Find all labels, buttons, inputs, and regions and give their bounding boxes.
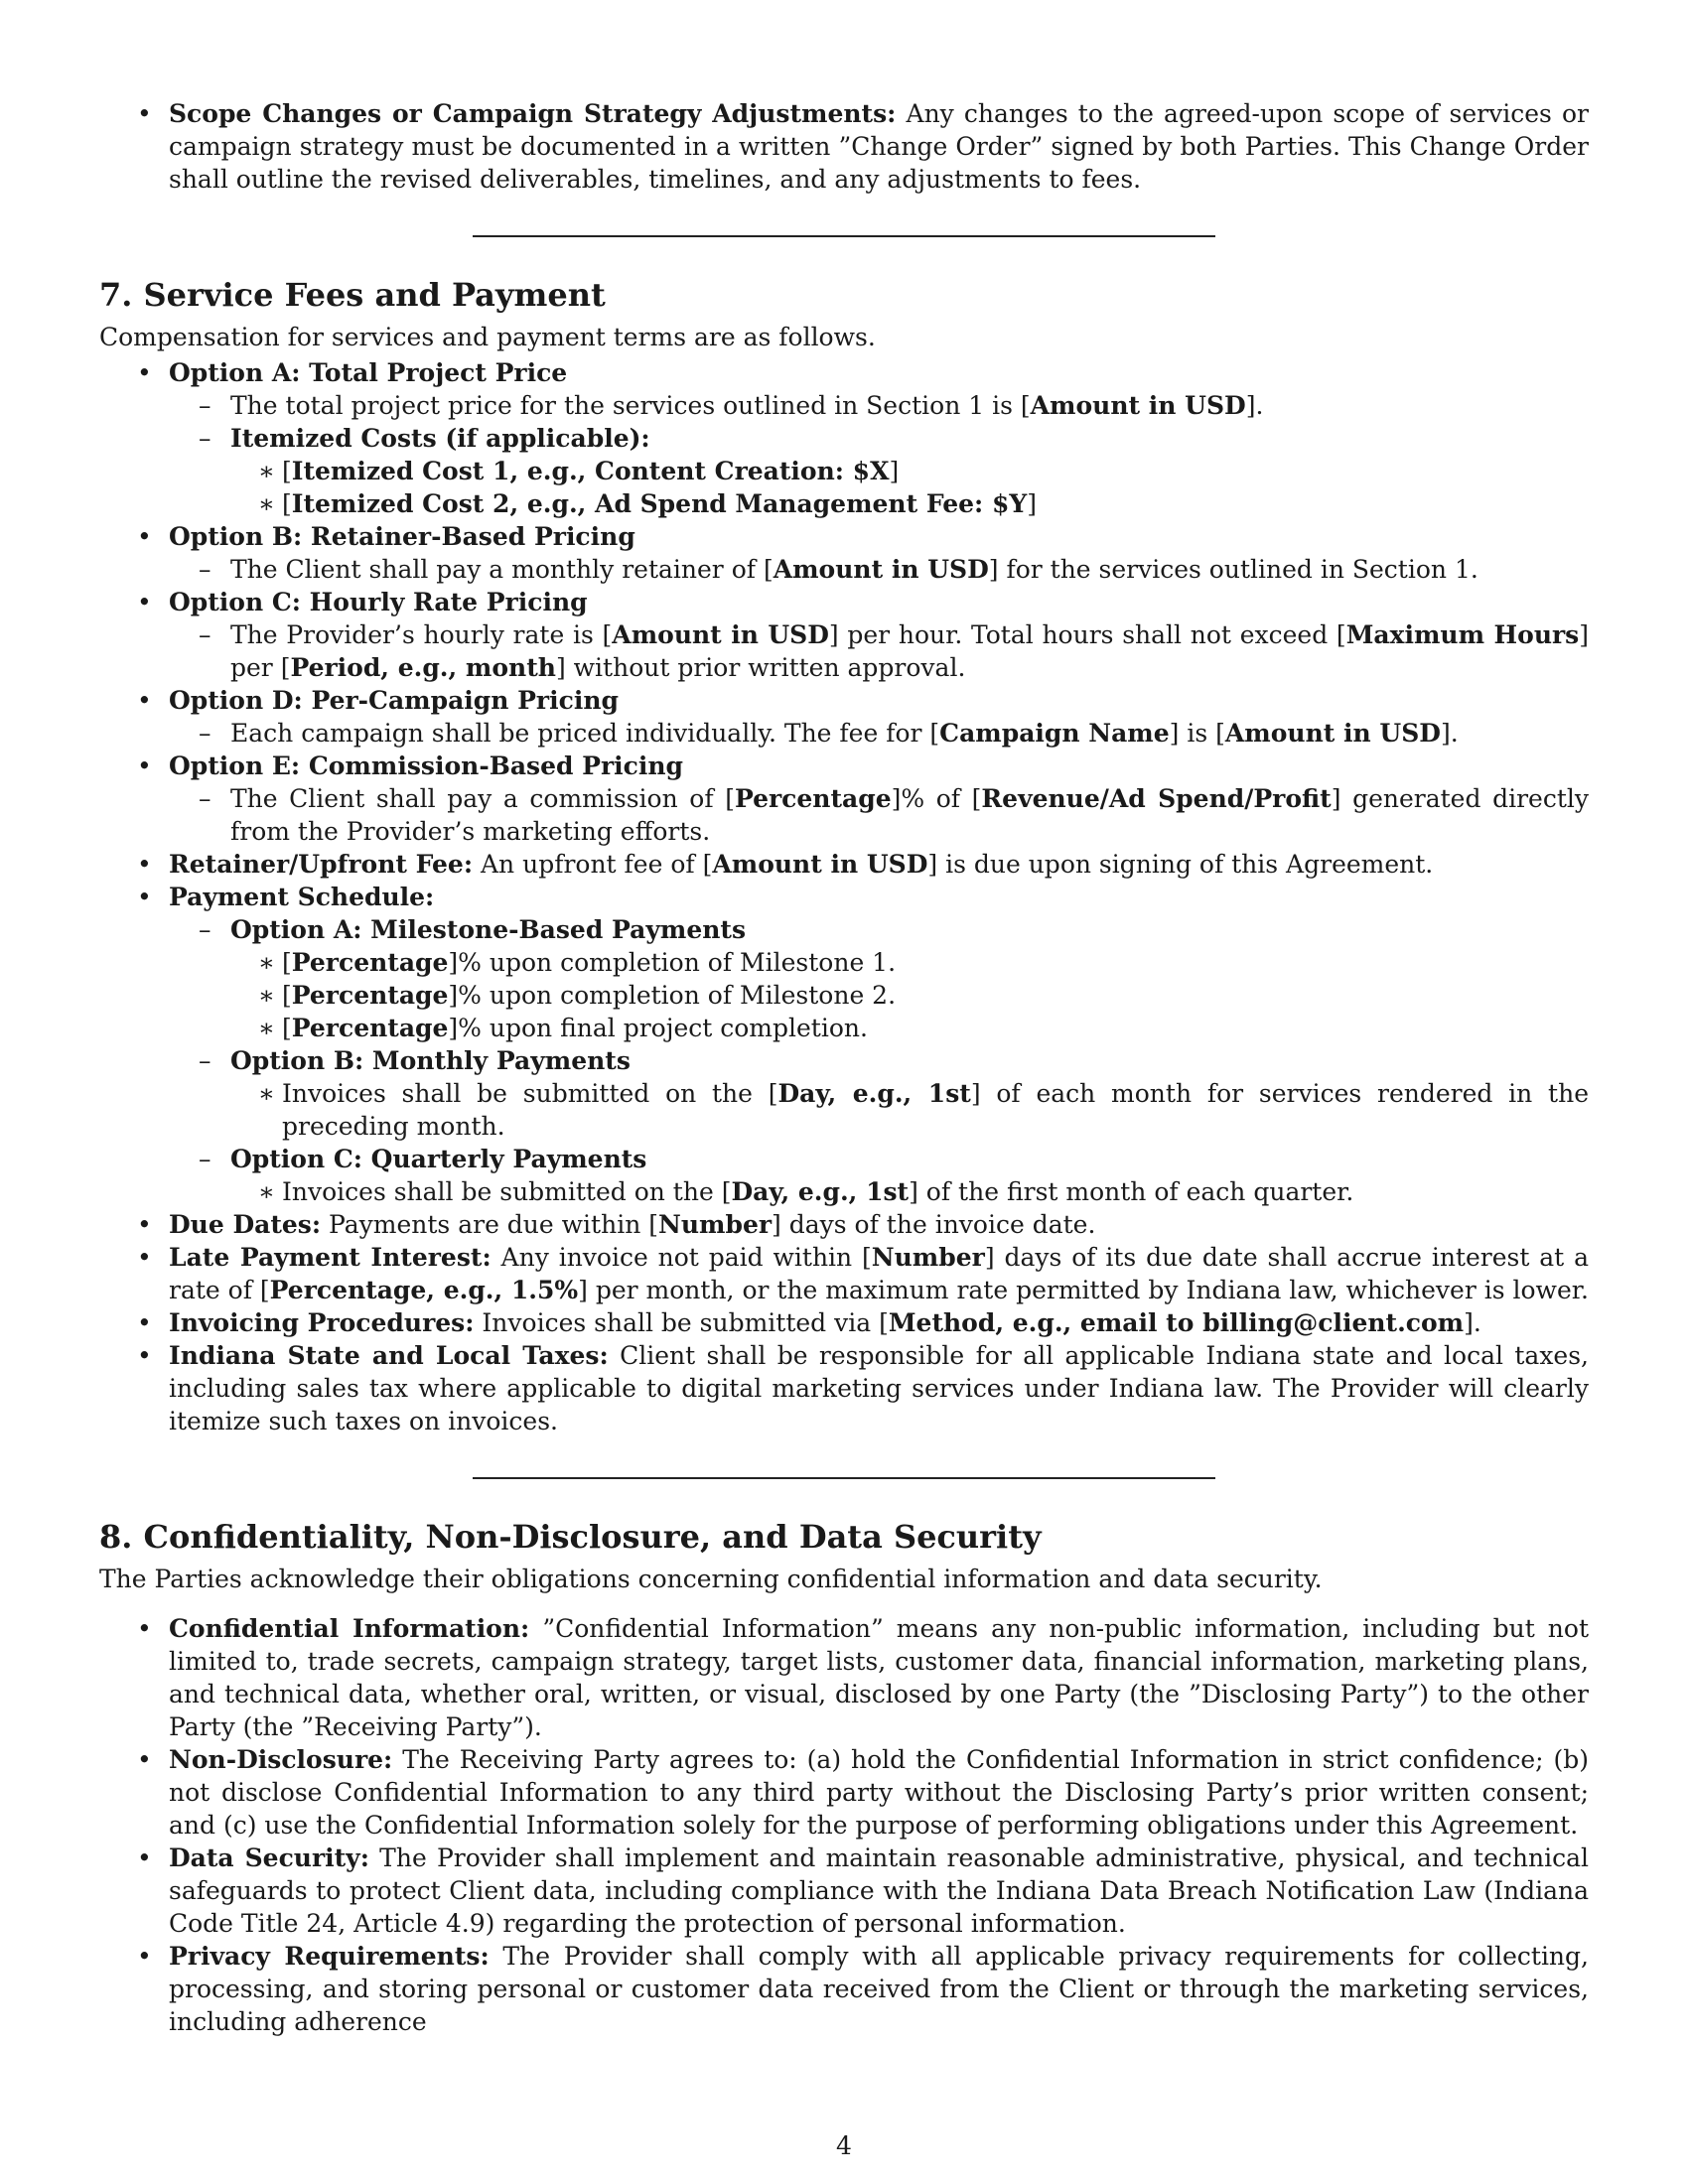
option-e-text: – The Client shall pay a commission of [Percentage]% of [Revenue/Ad Spend/Profit] generated directly from the Provider’s marketing efforts.: [169, 782, 1589, 848]
late-interest-item: • Late Payment Interest: Any invoice not paid within [Number] days of its due date shall accrue interest at a rate of [Percentage, e.g., 1.5%] per month, or the maximum rate permitted by Indiana law, whichever is lower.: [99, 1241, 1589, 1306]
option-c-label: Option C: Hourly Rate Pricing: [169, 588, 588, 616]
monthly-invoice: ∗ Invoices shall be submitted on the [Day, e.g., 1st] of each month for services rendered in the preceding month.: [230, 1077, 1589, 1143]
confidential-information-item: • Confidential Information: ”Confidential Information” means any non-public information, including but not limited to, trade secrets, campaign strategy, target lists, customer data, financial information, marketing plans, and technical data, whether oral, written, or visual, disclosed by one Party (the ”Disclosing Party”) to the other Party (the ”Receiving Party”).: [99, 1612, 1589, 1743]
option-b-text: – The Client shall pay a monthly retainer of [Amount in USD] for the services outlined in Section 1.: [169, 553, 1589, 586]
option-d-text: – Each campaign shall be priced individually. The fee for [Campaign Name] is [Amount in USD].: [169, 717, 1589, 750]
retainer-item: • Retainer/Upfront Fee: An upfront fee of [Amount in USD] is due upon signing of this Agreement.: [99, 848, 1589, 881]
milestone-1: ∗ [Percentage]% upon completion of Milestone 1.: [230, 946, 1589, 979]
privacy-requirements-item: • Privacy Requirements: The Provider shall comply with all applicable privacy requirements for collecting, processing, and storing personal or customer data received from the Client or through the marketing services, including adherence: [99, 1940, 1589, 2038]
schedule-option-b: – Option B: Monthly Payments ∗ Invoices shall be submitted on the [Day, e.g., 1st] of each month for services rendered in the preceding month.: [169, 1044, 1589, 1143]
invoicing-item: • Invoicing Procedures: Invoices shall be submitted via [Method, e.g., email to billing@client.com].: [99, 1306, 1589, 1339]
fees-list: [99, 356, 1589, 1437]
itemized-cost-2: ∗ [Itemized Cost 2, e.g., Ad Spend Management Fee: $Y]: [230, 487, 1589, 520]
scope-changes-label: Scope Changes or Campaign Strategy Adjustments:: [169, 99, 897, 128]
taxes-item: • Indiana State and Local Taxes: Client shall be responsible for all applicable Indiana state and local taxes, including sales tax where applicable to digital marketing services under Indiana law. The Provider will clearly itemize such taxes on invoices.: [99, 1339, 1589, 1437]
confidentiality-list: [99, 1612, 1589, 2038]
payment-schedule-item: • Payment Schedule: – Option A: Milestone-Based Payments ∗ [Percentage]% upon completion of Milestone 1. ∗ [Percentage]% upon completion of Milestone 2. ∗ [Percentage]% upon final project completion. – Option B: Monthly Payments ∗ Invoices shall be submitted on the [Day, e.g., 1st] of each month for services rendered in the preceding month. – Option C: Quarterly Payments ∗ Invoices shall be submitted on the [Day, e.g., 1st] of the first month of each quarter.: [99, 881, 1589, 1208]
scope-list: [99, 97, 1589, 196]
option-a-label: Option A: Total Project Price: [169, 358, 568, 387]
option-c-item: [99, 586, 1589, 684]
itemized-cost-1: ∗ [Itemized Cost 1, e.g., Content Creation: $X]: [230, 455, 1589, 487]
scope-changes-text: Any changes to the agreed-upon scope of services or campaign strategy must be documented in a written ”Change Order” signed by both Parties. This Change Order shall outline the revised deliverables, timelines, and any adjustments to fees.: [169, 99, 1589, 194]
page-number: 4: [836, 2131, 852, 2160]
scope-changes-item: [99, 97, 1589, 196]
itemized-costs: – Itemized Costs (if applicable): ∗ [Itemized Cost 1, e.g., Content Creation: $X] ∗ [Itemized Cost 2, e.g., Ad Spend Management Fee: $Y]: [169, 422, 1589, 520]
option-d-item: [99, 684, 1589, 750]
option-e-label: Option E: Commission-Based Pricing: [169, 751, 684, 780]
option-a-price: – The total project price for the services outlined in Section 1 is [Amount in USD].: [169, 389, 1589, 422]
schedule-option-c: – Option C: Quarterly Payments ∗ Invoices shall be submitted on the [Day, e.g., 1st] of the first month of each quarter.: [169, 1143, 1589, 1208]
section-7-heading: 7. Service Fees and Payment: [99, 276, 606, 314]
data-security-item: • Data Security: The Provider shall implement and maintain reasonable administrative, physical, and technical safeguards to protect Client data, including compliance with the Indiana Data Breach Notification Law (Indiana Code Title 24, Article 4.9) regarding the protection of personal information.: [99, 1842, 1589, 1940]
milestone-final: ∗ [Percentage]% upon final project completion.: [230, 1012, 1589, 1044]
non-disclosure-item: • Non-Disclosure: The Receiving Party agrees to: (a) hold the Confidential Information in strict confidence; (b) not disclose Confidential Information to any third party without the Disclosing Party’s prior written consent; and (c) use the Confidential Information solely for the purpose of performing obligations under this Agreement.: [99, 1743, 1589, 1842]
milestone-2: ∗ [Percentage]% upon completion of Milestone 2.: [230, 979, 1589, 1012]
option-c-text: – The Provider’s hourly rate is [Amount in USD] per hour. Total hours shall not exceed [Maximum Hours] per [Period, e.g., month] without prior written approval.: [169, 618, 1589, 684]
document-page: [99, 97, 1589, 2038]
quarterly-invoice: ∗ Invoices shall be submitted on the [Day, e.g., 1st] of the first month of each quarter.: [230, 1175, 1589, 1208]
option-b-item: [99, 520, 1589, 586]
section-7-intro: Compensation for services and payment terms are as follows.: [99, 323, 876, 351]
schedule-option-a: – Option A: Milestone-Based Payments ∗ [Percentage]% upon completion of Milestone 1. ∗ [Percentage]% upon completion of Milestone 2. ∗ [Percentage]% upon final project completion.: [169, 913, 1589, 1044]
due-dates-item: • Due Dates: Payments are due within [Number] days of the invoice date.: [99, 1208, 1589, 1241]
option-a-item: [99, 356, 1589, 520]
option-e-item: [99, 750, 1589, 848]
option-d-label: Option D: Per-Campaign Pricing: [169, 686, 619, 715]
option-b-label: Option B: Retainer-Based Pricing: [169, 522, 635, 551]
section-8-intro: The Parties acknowledge their obligations concerning confidential information and data security.: [99, 1565, 1323, 1593]
section-8-heading: 8. Confidentiality, Non-Disclosure, and Data Security: [99, 1518, 1042, 1556]
